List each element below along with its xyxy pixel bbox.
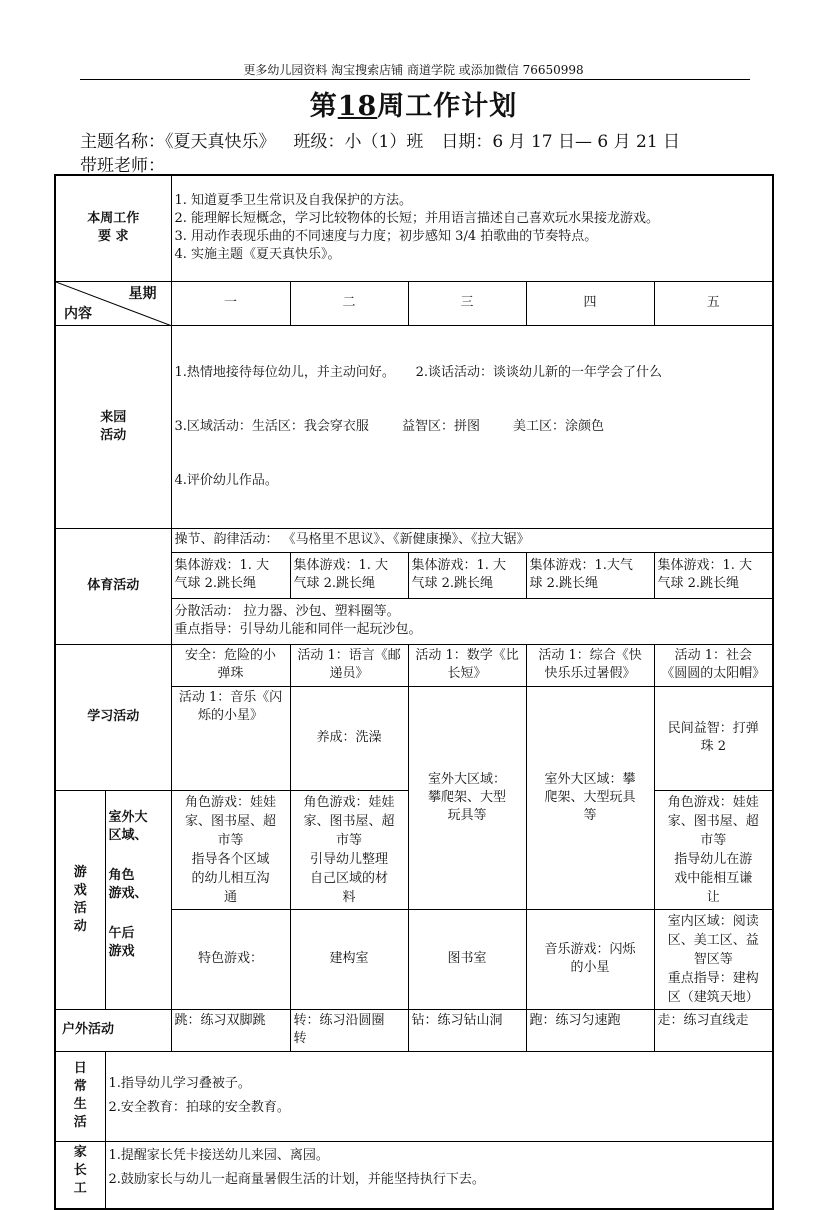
learning-fri-1: 活动 1：社会 《圆圆的太阳帽》 bbox=[654, 644, 773, 686]
parents-row bbox=[55, 1141, 773, 1209]
outdoor-label: 户外活动 bbox=[55, 1009, 171, 1051]
goals-content bbox=[171, 175, 773, 281]
learning-label: 学习活动 bbox=[55, 644, 171, 790]
goal-item: 3. 用动作表现乐曲的不同速度与力度；初步感知 3/4 拍歌曲的节奏特点。 bbox=[174, 229, 598, 245]
learning-thu-1: 活动 1：综合《快 快乐乐过暑假》 bbox=[526, 644, 654, 686]
goals-row bbox=[55, 175, 773, 281]
arrival-line: 1.热情地接待每位幼儿，并主动问好。 2.谈话活动：谈谈幼儿新的一年学会了什么 bbox=[174, 364, 662, 380]
corner-weekday-label: 星期 bbox=[128, 285, 157, 302]
date-range: 日期：6 月 17 日— 6 月 21 日 bbox=[441, 132, 681, 152]
games-sub-label: 室外大 区域、 角色 游戏、 午后 游戏 bbox=[105, 790, 171, 1009]
arrival-line: 4.评价幼儿作品。 bbox=[174, 472, 278, 488]
goal-item: 4. 实施主题《夏天真快乐》。 bbox=[174, 247, 341, 263]
class-name: 班级：小（1）班 bbox=[293, 132, 424, 152]
theme-name: 主题名称：《夏天真快乐》 bbox=[80, 132, 276, 152]
pe-exercise: 操节、韵律活动： 《马格里不思议》、《新健康操》、《拉大锯》 bbox=[171, 528, 773, 552]
outdoor-zone-wed: 室外大区域： 攀爬架、大型 玩具等 bbox=[408, 686, 526, 909]
learning-wed-1: 活动 1：数学《比 长短》 bbox=[408, 644, 526, 686]
daily-life-content bbox=[105, 1051, 773, 1141]
afternoon-mon: 特色游戏： bbox=[171, 909, 290, 1009]
corner-content-label: 内容 bbox=[64, 305, 92, 322]
pe-tuesday: 集体游戏：1. 大 气球 2.跳长绳 bbox=[290, 552, 408, 598]
role-play-mon: 角色游戏：娃娃 家、图书屋、超 市等 指导各个区域 的幼儿相互沟 通 bbox=[171, 790, 290, 909]
title-prefix: 第 bbox=[309, 91, 338, 122]
goals-label bbox=[55, 175, 171, 281]
afternoon-fri: 室内区域：阅读 区、美工区、益 智区等 重点指导：建构 区（建筑天地） bbox=[654, 909, 773, 1009]
page-title bbox=[0, 84, 827, 123]
weekly-plan-table bbox=[54, 174, 774, 1210]
weekday-header-row bbox=[55, 281, 773, 325]
pe-label: 体育活动 bbox=[55, 528, 171, 644]
outdoor-zone-thu: 室外大区域：攀 爬架、大型玩具 等 bbox=[526, 686, 654, 909]
outdoor-tue: 转：练习沿圆圈 转 bbox=[290, 1009, 408, 1051]
pe-friday: 集体游戏：1. 大 气球 2.跳长绳 bbox=[654, 552, 773, 598]
games-label: 游 戏 活 动 bbox=[55, 790, 105, 1009]
arrival-label-line1: 来园 bbox=[100, 409, 127, 425]
daily-life-label: 日 常 生 活 bbox=[55, 1051, 105, 1141]
learning-tue-1: 活动 1：语言《邮 递员》 bbox=[290, 644, 408, 686]
pe-focus-guidance: 重点指导：引导幼儿能和同伴一起玩沙包。 bbox=[174, 622, 422, 637]
header-divider bbox=[80, 79, 750, 80]
learning-tue-2: 养成：洗澡 bbox=[290, 686, 408, 790]
arrival-label bbox=[55, 325, 171, 528]
goal-item: 2. 能理解长短概念，学习比较物体的长短；并用语言描述自己喜欢玩水果接龙游戏。 bbox=[174, 211, 660, 227]
day-monday: 一 bbox=[171, 281, 290, 325]
learning-mon-2: 活动 1：音乐《闪 烁的小星》 bbox=[171, 686, 290, 790]
daily-life-item: 2.安全教育：拍球的安全教育。 bbox=[108, 1100, 290, 1115]
goals-label-line2: 要 求 bbox=[97, 229, 129, 245]
afternoon-thu: 音乐游戏：闪烁 的小星 bbox=[526, 909, 654, 1009]
arrival-content bbox=[171, 325, 773, 528]
goal-item: 1. 知道夏季卫生常识及自我保护的方法。 bbox=[174, 193, 413, 209]
day-tuesday: 二 bbox=[290, 281, 408, 325]
weekday-corner-cell bbox=[55, 281, 171, 325]
day-wednesday: 三 bbox=[408, 281, 526, 325]
goals-label-line1: 本周工作 bbox=[87, 211, 140, 227]
arrival-line: 3.区域活动：生活区：我会穿衣服 益智区：拼图 美工区：涂颜色 bbox=[174, 418, 605, 434]
daily-life-row bbox=[55, 1051, 773, 1141]
title-suffix: 周工作计划 bbox=[377, 91, 518, 122]
parents-item: 2.鼓励家长与幼儿一起商量暑假生活的计划，并能坚持执行下去。 bbox=[108, 1171, 485, 1187]
meta-line bbox=[80, 127, 698, 152]
parents-item: 1.提醒家长凭卡接送幼儿来园、离园。 bbox=[108, 1147, 329, 1163]
pe-group-activity: 分散活动： 拉力器、沙包、塑料圈等。 bbox=[174, 604, 400, 619]
arrival-row bbox=[55, 325, 773, 528]
outdoor-thu: 跑：练习匀速跑 bbox=[526, 1009, 654, 1051]
outdoor-wed: 钻：练习钻山洞 bbox=[408, 1009, 526, 1051]
role-play-fri: 角色游戏：娃娃 家、图书屋、超 市等 指导幼儿在游 戏中能相互谦 让 bbox=[654, 790, 773, 909]
day-thursday: 四 bbox=[526, 281, 654, 325]
teacher-line: 带班老师： bbox=[80, 156, 165, 176]
pe-monday: 集体游戏：1. 大 气球 2.跳长绳 bbox=[171, 552, 290, 598]
learning-row-1 bbox=[55, 644, 773, 686]
outdoor-row bbox=[55, 1009, 773, 1051]
pe-wednesday: 集体游戏：1. 大 气球 2.跳长绳 bbox=[408, 552, 526, 598]
afternoon-tue: 建构室 bbox=[290, 909, 408, 1009]
parents-label: 家 长 工 bbox=[55, 1141, 105, 1209]
pe-thursday: 集体游戏：1.大气 球 2.跳长绳 bbox=[526, 552, 654, 598]
role-play-tue: 角色游戏：娃娃 家、图书屋、超 市等 引导幼儿整理 自己区域的材 料 bbox=[290, 790, 408, 909]
header-note: 更多幼儿园资料 淘宝搜索店铺 商道学院 或添加微信 76650998 bbox=[243, 63, 584, 77]
week-number: 18 bbox=[337, 91, 378, 122]
day-friday: 五 bbox=[654, 281, 773, 325]
arrival-label-line2: 活动 bbox=[100, 427, 127, 443]
learning-fri-2: 民间益智：打弹 珠 2 bbox=[654, 686, 773, 790]
outdoor-mon: 跳：练习双脚跳 bbox=[171, 1009, 290, 1051]
parents-content bbox=[105, 1141, 773, 1209]
pe-exercise-row bbox=[55, 528, 773, 552]
pe-group-content bbox=[171, 598, 773, 644]
outdoor-fri: 走：练习直线走 bbox=[654, 1009, 773, 1051]
daily-life-item: 1.指导幼儿学习叠被子。 bbox=[108, 1076, 251, 1091]
learning-mon-1: 安全：危险的小 弹珠 bbox=[171, 644, 290, 686]
afternoon-wed: 图书室 bbox=[408, 909, 526, 1009]
